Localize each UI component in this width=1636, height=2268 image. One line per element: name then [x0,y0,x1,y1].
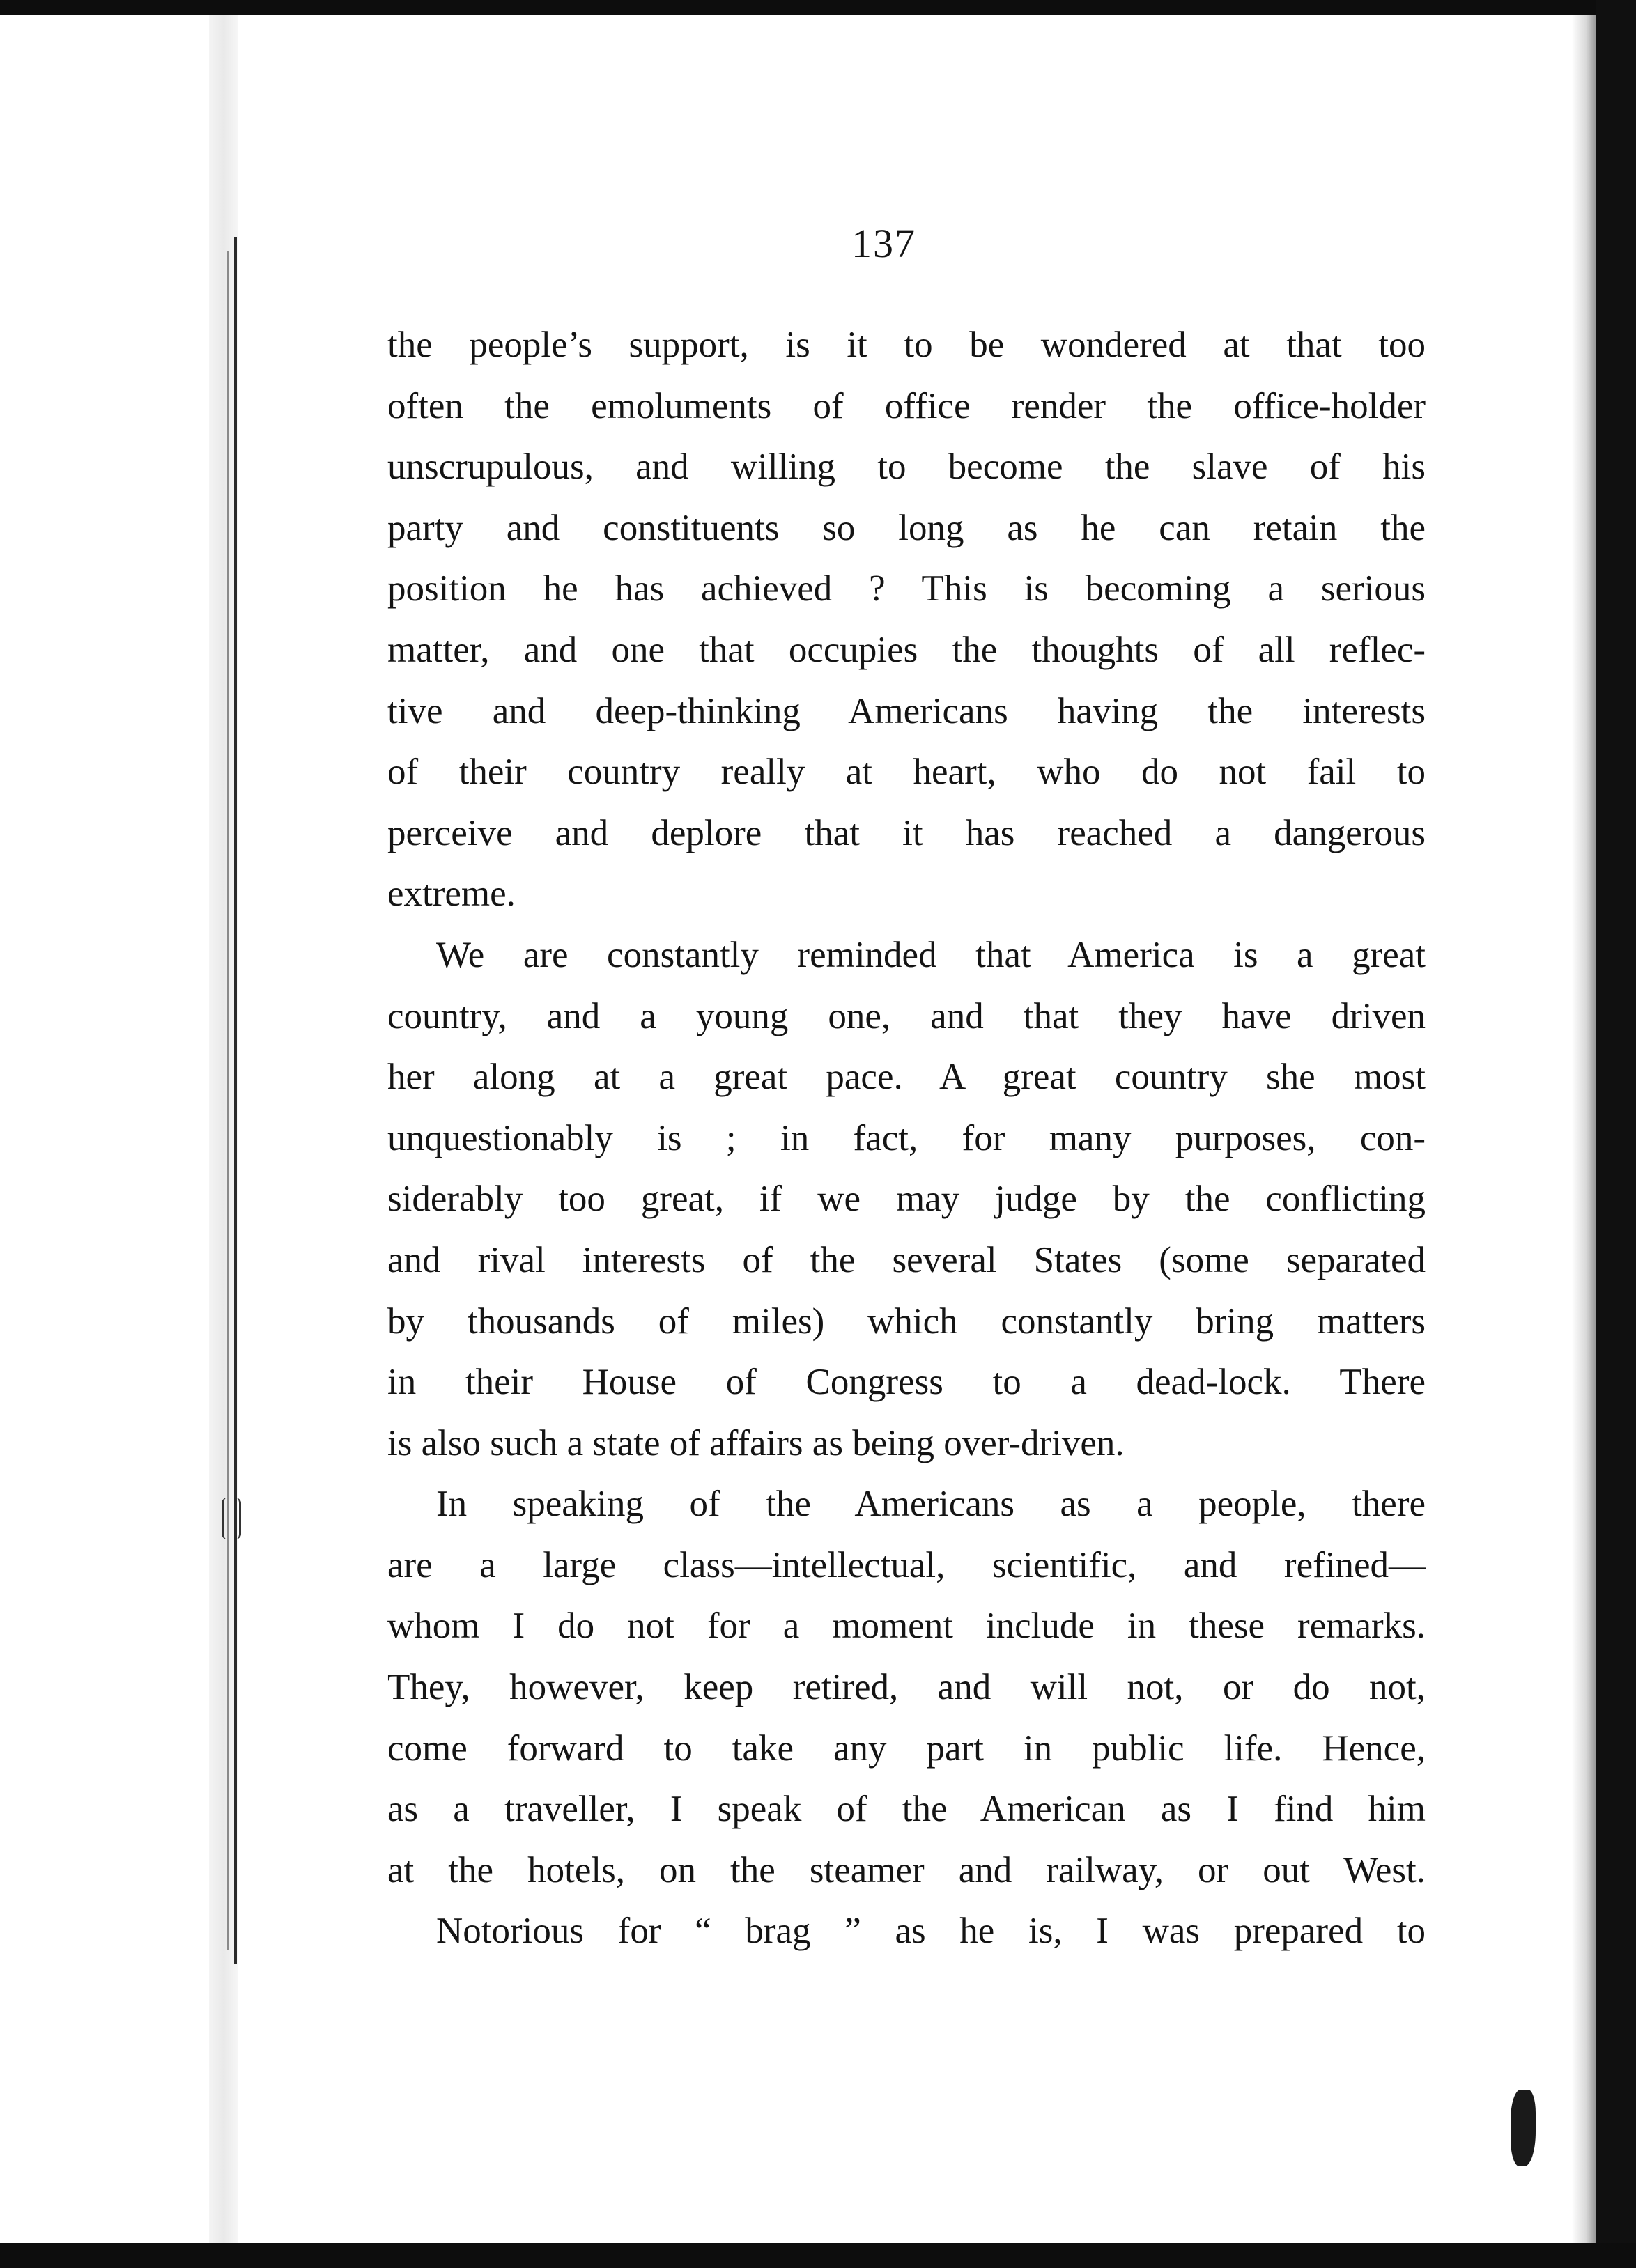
text-line: unquestionably is ; in fact, for many purposes, con- [387,1117,1426,1158]
text-line: by thousands of miles) which constantly bring matters [387,1300,1426,1342]
text-line: her along at a great pace. A great country she most [387,1057,1426,1098]
text-line: Notorious for “ brag ” as he is, I was prepared to [436,1911,1426,1952]
text-line: and rival interests of the several States (some separated [387,1239,1426,1280]
text-line: is also such a state of affairs as being over-driven. [387,1422,1125,1463]
text-line: tive and deep-thinking Americans having the interests [387,690,1426,731]
text-line: whom I do not for a moment include in these remarks. [387,1606,1426,1647]
text-line: come forward to take any part in public life. Hence, [387,1727,1426,1769]
text-line: matter, and one that occupies the thoughts of all reflec- [387,629,1426,670]
text-line: country, and a young one, and that they have driven [387,995,1426,1036]
page-corner-stain [1511,2090,1536,2166]
scan-border-right [1596,0,1636,2268]
text-line: as a traveller, I speak of the American as I find him [387,1789,1426,1830]
text-line: at the hotels, on the steamer and railway, or out West. [387,1849,1426,1890]
text-line: often the emoluments of office render the office-holder [387,385,1426,426]
text-line: of their country really at heart, who do not fail to [387,752,1426,793]
text-line: party and constituents so long as he can retain the [387,507,1426,548]
text-line: are a large class—intellectual, scientific, and refined— [387,1544,1426,1585]
text-line: siderably too great, if we may judge by the conflicting [387,1179,1426,1220]
binding-knot [222,1498,241,1539]
text-line: position he has achieved ? This is becoming a serious [387,568,1426,609]
binding-thread [234,237,237,1964]
page-number: 137 [851,221,916,266]
binding-thread-faint [227,251,229,1950]
text-line: perceive and deplore that it has reached a dangerous [387,812,1426,853]
scan-border-bottom [0,2243,1636,2268]
text-line: They, however, keep retired, and will not, or do not, [387,1667,1426,1708]
text-line: We are constantly reminded that America is a great [436,934,1426,975]
left-page [0,15,209,2243]
text-line: unscrupulous, and willing to become the slave of his [387,446,1426,488]
text-line: In speaking of the Americans as a people, there [436,1484,1426,1525]
text-line: the people’s support, is it to be wondered at that too [387,325,1426,365]
page-edge-shadow [1572,15,1596,2243]
text-line: extreme. [387,873,516,915]
body-text [387,315,1426,1962]
scan-border-top [0,0,1636,15]
text-line: in their House of Congress to a dead-lock. There [387,1362,1426,1403]
